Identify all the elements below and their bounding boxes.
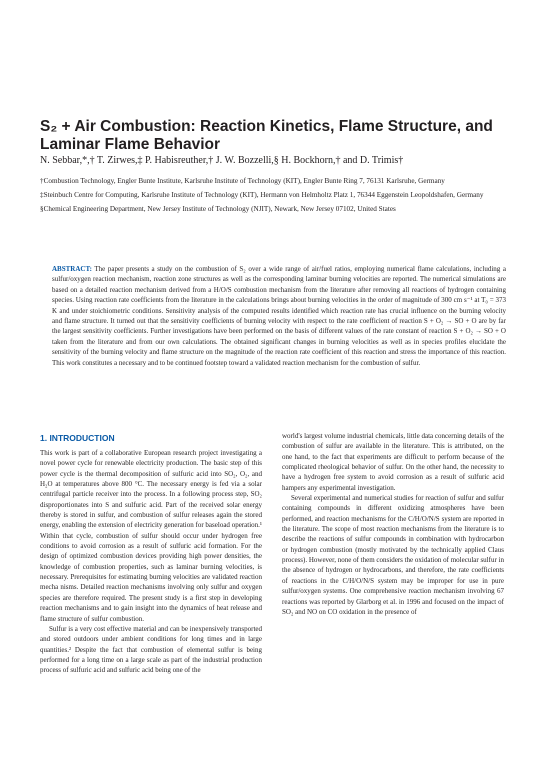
author-list: N. Sebbar,*,† T. Zirwes,‡ P. Habisreuther,† J. W. Bozzelli,§ H. Bockhorn,† and D. Trimis† (40, 155, 404, 166)
section-heading: 1. INTRODUCTION (40, 433, 115, 443)
affiliation-3: §Chemical Engineering Department, New Jersey Institute of Technology (NJIT), Newark, New Jersey 07102, United States (40, 205, 396, 214)
abstract-text: The paper presents a study on the combustion of S₂ over a wide range of air/fuel ratios, employing numerical flame calculations, including a sulfur/oxygen reaction mechanism, reaction zone structures as well as the corresponding laminar burning velocities are reported. The numerical simulations are based on a detailed reaction mechanism derived from a H/O/S combustion mechanism from the literature after removing all reactions of hydrogen containing species. Using reaction rate coefficients from the literature in the calculations brings about burning velocities in the order of magnitude of 300 cm s⁻¹ at T₀ = 373 K and under stoichiometric conditions. Sensitivity analysis of the computed results identified which reaction rate has crucial influence on the burning velocity and flame structure. It turned out that the sensitivity coefficients of burning velocity with respect to the rate coefficient of reaction S + O₂ → SO + O are by far the largest sensitivity coefficients. Further investigations have been performed on the basis of different values of the rate constant of reaction S + O₂ → SO + O taken from the literature and from our own calculations. The obtained significant changes in burning velocities as well as in species profiles elucidate the sensitivity of the burning velocity and flame structure on the magnitude of the reaction rate coefficient of this reaction and stress the importance of this reaction. This work constitutes a necessary and to be continued footstep toward a validated reaction mechanism for the combustion of sulfur. (52, 265, 507, 367)
abstract-label: ABSTRACT: (52, 265, 92, 273)
paragraph: Sulfur is a very cost effective material and can be inexpensively transported and stored outdoors under ambient conditions for long times and in large quantities.² Despite the fact that combustion of elemental sulfur is being performed for a long time on a large scale as part of the industrial production process of sulfuric acid and sulfuric acid being one of the (40, 624, 262, 675)
abstract (52, 264, 506, 368)
left-column (40, 448, 262, 676)
paragraph: Several experimental and numerical studies for reaction of sulfur and sulfur containing compounds in different oxidizing atmospheres have been performed, and reaction mechanisms for the C/H/O/N/S system are reported in the literature. The scope of most reaction mechanisms from the literature is to describe the reactions of sulfur compounds in combination with hydrocarbon or hydrogen combustion (mostly motivated by the technically applied Claus process). However, none of them considers the oxidation of molecular sulfur in the absence of hydrogen or hydrocarbons, and therefore, the rate coefficients of reactions in the C/H/O/N/S system may be improper for use in pure sulfur/oxygen systems. One comprehensive reaction mechanism involving 67 reactions was reported by Glarborg et al. in 1996 and focused on the impact of SO₂ and NO on CO oxidation in the presence of (282, 494, 504, 616)
paper-title: S₂ + Air Combustion: Reaction Kinetics, Flame Structure, and Laminar Flame Behavior (40, 118, 493, 153)
right-column (282, 431, 504, 617)
affiliation-1: †Combustion Technology, Engler Bunte Institute, Karlsruhe Institute of Technology (KIT), Engler Bunte Ring 7, 76131 Karlsruhe, Germany (40, 177, 445, 185)
paragraph: This work is part of a collaborative European research project investigating a novel power cycle for renewable electricity production. The basic step of this power cycle is the thermal decomposition of sulfuric acid into SO₂, O₂, and H₂O at temperatures above 800 °C. The necessary energy is fed via a solar centrifugal particle receiver into the process. In a following process step, SO₂ disproportionates into S and sulfuric acid. Part of the received solar energy thereby is stored in sulfur, and combustion of sulfur releases again the stored energy, enabling the extension of electricity generation for baseload operation.¹ Within that cycle, combustion of sulfur should occur under hydrogen free conditions to avoid corrosion as a result of sulfuric acid formation. For the design of optimized combustion devices providing high power densities, the knowledge of combustion properties, such as laminar burning velocities, is necessary. Prerequisites for estimating burning velocities are validated reaction mecha nisms. Detailed reaction mechanisms involving only sulfur and oxygen species are therefore required. The present study is a first step in developing reaction mechanisms and to gain insight into the dynamics of heat release and flame structure of sulfur combustion. (40, 449, 262, 623)
affiliations (40, 177, 510, 219)
paragraph: world's largest volume industrial chemicals, little data concerning details of the combustion of sulfur are available in the literature. This is attributed, on the one hand, to the fact that experiments are difficult to perform because of the complicated rheological behavior of sulfur. On the other hand, the necessity to have a hydrogen free system to avoid corrosion as a result of sulfuric acid hampers any experimental investigation. (282, 432, 504, 492)
affiliation-2: ‡Steinbuch Centre for Computing, Karlsruhe Institute of Technology (KIT), Hermann von Helmholtz Platz 1, 76344 Eggenstein Leopoldshafen, Germany (40, 191, 484, 200)
